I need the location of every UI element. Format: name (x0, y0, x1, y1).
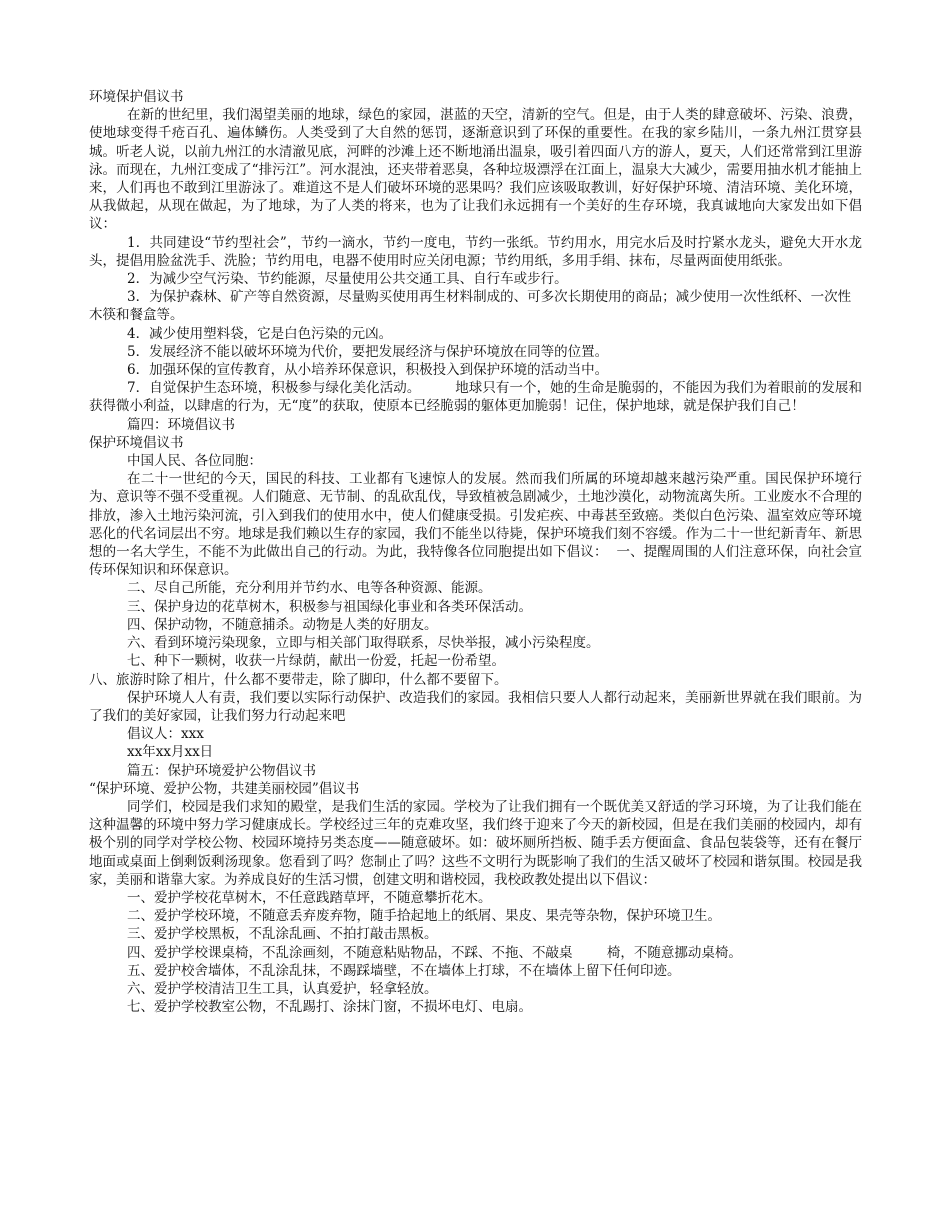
proposal-point-3: 三、保护身边的花草树木，积极参与祖国绿化事业和各类环保活动。 (127, 598, 532, 615)
proposal-point-6: 六、看到环境污染现象，立即与相关部门取得联系，尽快举报，减小污染程度。 (127, 635, 600, 652)
section-heading-part-5: 篇五：保护环境爱护公物倡议书 (127, 762, 316, 779)
proposal-item-5: 5．发展经济不能以破坏环境为代价，要把发展经济与保护环境放在同等的位置。 (127, 343, 609, 360)
proposal-item-1: 1．共同建设“节约型社会”，节约一滴水，节约一度电，节约一张纸。节约用水，用完水后及时拧紧水龙头，避免大开水龙头，提倡用脸盆洗手、洗脸；节约用电，电器不使用时应关闭电源；节约用纸，多用手绢、抹布，尽量两面使用纸张。 (89, 234, 862, 269)
campus-rule-3: 三、爱护学校黑板，不乱涂乱画、不拍打敲击黑板。 (127, 926, 438, 943)
title-campus-proposal: “保护环境、爱护公物，共建美丽校园”倡议书 (89, 780, 360, 797)
title-protect-environment: 保护环境倡议书 (89, 434, 184, 451)
paragraph-campus-intro: 同学们，校园是我们求知的殿堂，是我们生活的家园。学校为了让我们拥有一个既优美又舒适的学习环境，为了让我们能在这种温馨的环境中努力学习健康成长。学校经过三年的克难攻坚，我们终于迎来了今天的新校园，但是在我们美丽的校园内，却有极个别的同学对学校公物、校园环境持另类态度——随意破坏。如：破坏厕所挡板、随手丢方便面盒、食品包装袋等，还有在餐厅地面或桌面上倒剩饭剩汤现象。您看到了吗？您制止了吗？这些不文明行为既影响了我们的生活又破坏了校园和谐氛围。校园是我家，美丽和谐靠大家。为养成良好的生活习惯，创建文明和谐校园，我校政教处提出以下倡议： (89, 798, 862, 888)
paragraph-21st-century: 在二十一世纪的今天，国民的科技、工业都有飞速惊人的发展。然而我们所属的环境却越来越污染严重。国民保护环境行为、意识等不强不受重视。人们随意、无节制、的乱砍乱伐，导致植被急剧减少，土地沙漠化，动物流离失所。工业废水不合理的排放，渗入土地污染河流，引入到我们的使用水中，使人们健康受损。引发疟疾、中毒甚至致癌。类似白色污染、温室效应等环境恶化的代名词层出不穷。地球是我们赖以生存的家园，我们不能坐以待毙，保护环境我们刻不容缓。作为二十一世纪新青年、新思想的一名大学生，不能不为此做出自己的行动。为此，我特像各位同胞提出如下倡议： 一、提醒周围的人们注意环保，向社会宣传环保知识和环保意识。 (89, 471, 862, 579)
proposal-point-2: 二、尽自己所能，充分利用并节约水、电等各种资源、能源。 (127, 580, 492, 597)
proposal-point-7: 七、种下一颗树，收获一片绿荫，献出一份爱，托起一份希望。 (127, 653, 505, 670)
proposal-point-4: 四、保护动物，不随意捕杀。动物是人类的好朋友。 (127, 616, 438, 633)
campus-rule-1: 一、爱护学校花草树木，不任意践踏草坪，不随意攀折花木。 (127, 889, 492, 906)
campus-rule-6: 六、爱护学校清洁卫生工具，认真爱护，轻拿轻放。 (127, 980, 438, 997)
signature-proposer: 倡议人：xxx (127, 726, 204, 743)
paragraph-intro: 在新的世纪里，我们渴望美丽的地球，绿色的家园，湛蓝的天空，清新的空气。但是，由于人类的肆意破坏、污染、浪费，使地球变得千疮百孔、遍体鳞伤。人类受到了大自然的惩罚，逐渐意识到了环保的重要性。在我的家乡陆川，一条九州江贯穿县城。听老人说，以前九州江的水清澈见底，河畔的沙滩上还不断地涌出温泉，吸引着四面八方的游人，夏天，人们还常常到江里游泳。而现在，九州江变成了“排污江”。河水混浊，还夹带着恶臭，各种垃圾漂浮在江面上，温泉大大减少，需要用抽水机才能抽上来，人们再也不敢到江里游泳了。难道这不是人们破坏环境的恶果吗？我们应该吸取教训，好好保护环境、清洁环境、美化环境，从我做起，从现在做起，为了地球，为了人类的将来，也为了让我们永远拥有一个美好的生存环境，我真诚地向大家发出如下倡议： (89, 107, 862, 233)
salutation: 中国人民、各位同胞： (127, 453, 262, 470)
proposal-item-6: 6．加强环保的宣传教育，从小培养环保意识，积极投入到保护环境的活动当中。 (127, 362, 609, 379)
section-heading-part-4: 篇四：环境倡议书 (127, 416, 235, 433)
campus-rule-5: 五、爱护校舍墙体，不乱涂乱抹，不踢踩墙壁，不在墙体上打球，不在墙体上留下任何印迹。 (127, 962, 681, 979)
proposal-item-3-continued: 木筷和餐盒等。 (89, 307, 184, 324)
paragraph-everyone-responsible: 保护环境人人有责，我们要以实际行动保护、改造我们的家园。我相信只要人人都行动起来，美丽新世界就在我们眼前。为了我们的美好家园，让我们努力行动起来吧 (89, 689, 862, 724)
proposal-item-2: 2．为减少空气污染、节约能源，尽量使用公共交通工具、自行车或步行。 (127, 271, 568, 288)
campus-rule-4: 四、爱护学校课桌椅，不乱涂画刻，不随意粘贴物品，不踩、不拖、不敲桌 椅，不随意挪动桌椅。 (127, 944, 742, 961)
campus-rule-2: 二、爱护学校环境，不随意丢弃废弃物，随手拾起地上的纸屑、果皮、果壳等杂物，保护环境卫生。 (127, 908, 721, 925)
proposal-item-4: 4．减少使用塑料袋，它是白色污染的元凶。 (127, 325, 393, 342)
campus-rule-7: 七、爱护学校教室公物，不乱踢打、涂抹门窗，不损坏电灯、电扇。 (127, 999, 532, 1016)
proposal-item-7: 7．自觉保护生态环境，积极参与绿化美化活动。 地球只有一个，她的生命是脆弱的，不能因为我们为着眼前的发展和获得微小利益，以肆虐的行为，无“度”的获取，使原本已经脆弱的躯体更加脆弱！记住，保护地球，就是保护我们自己！ (89, 380, 862, 415)
proposal-point-8: 八、旅游时除了相片，什么都不要带走，除了脚印，什么都不要留下。 (89, 671, 508, 688)
signature-date: xx年xx月xx日 (127, 744, 214, 761)
title-environment-proposal: 环境保护倡议书 (89, 89, 184, 105)
proposal-item-3: 3．为保护森林、矿产等自然资源，尽量购买使用再生材料制成的、可多次长期使用的商品；减少使用一次性纸杯、一次性 (127, 289, 852, 306)
